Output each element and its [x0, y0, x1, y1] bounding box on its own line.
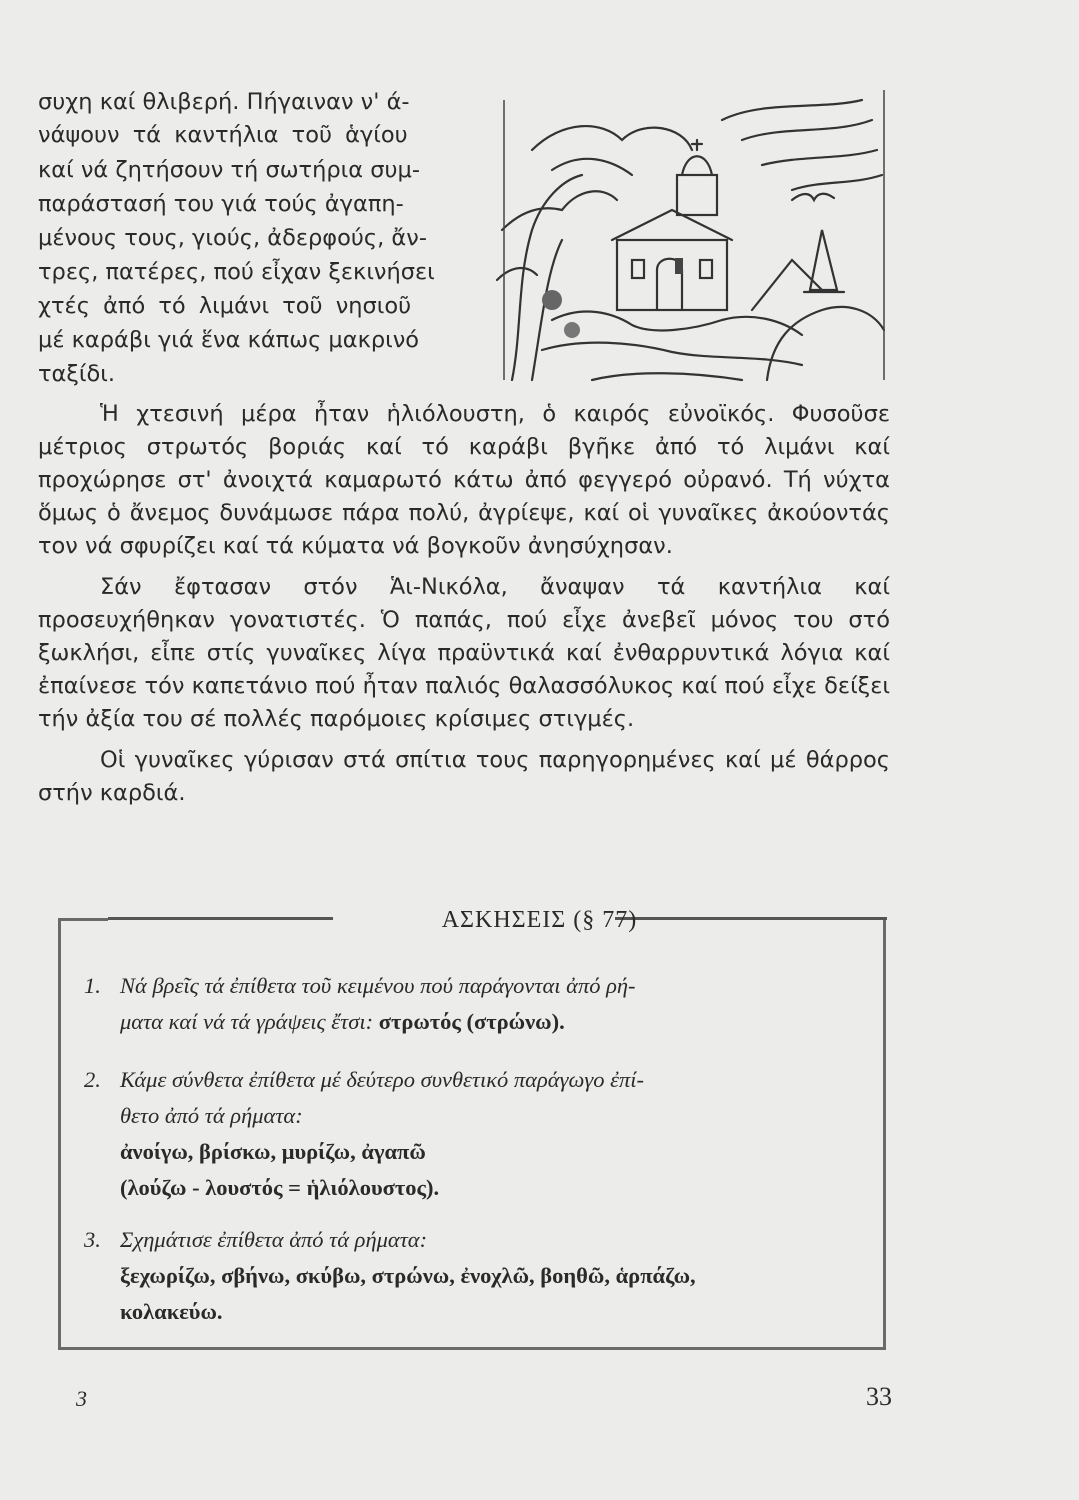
lead-line: καί νά ζητήσουν τή σωτήρια συμ-	[38, 157, 420, 183]
paragraph: Οἱ γυναῖκες γύρισαν στά σπίτια τους παρηγορημένες καί μέ θάρρος στήν καρδιά.	[38, 747, 890, 806]
exercise-text: Κάμε σύνθετα ἐπίθετα μέ δεύτερο συνθετικό παράγωγο ἐπί-	[120, 1067, 644, 1092]
exercise-verbs: ἀνοίγω, βρίσκω, μυρίζω, ἀγαπῶ	[120, 1139, 426, 1164]
exercise-item-3	[84, 1222, 874, 1330]
lead-line: ταξίδι.	[38, 361, 116, 387]
page-number: 33	[866, 1382, 892, 1411]
exercise-text: Σχημάτισε ἐπίθετα ἀπό τά ρήματα:	[120, 1227, 428, 1252]
exercises-title	[0, 900, 1079, 940]
lead-line: συχη καί θλιβερή. Πήγαιναν ν' ά-	[38, 89, 410, 115]
exercise-verbs: ξεχωρίζω, σβήνω, σκύβω, στρώνω, ἐνοχλῶ, βοηθῶ, ἁρπάζω,	[120, 1263, 696, 1288]
exercise-verbs: κολακεύω.	[120, 1299, 223, 1324]
exercise-number: 2.	[84, 1067, 101, 1092]
lead-line: παράστασή του γιά τούς ἀγαπη-	[38, 191, 404, 217]
exercise-text: ματα καί νά τά γράψεις ἔτσι:	[120, 1009, 374, 1034]
exercise-item-2	[84, 1062, 874, 1206]
exercise-number: 1.	[84, 973, 101, 998]
exercise-text: Νά βρεῖς τά ἐπίθετα τοῦ κειμένου πού παράγονται ἀπό ρή-	[120, 973, 636, 998]
lead-line: νάψουν τά καντήλια τοῦ ἁγίου	[38, 122, 408, 148]
paragraph: Ἡ χτεσινή μέρα ἦταν ἡλιόλουστη, ὁ καιρός εὐνοϊκός. Φυσοῦσε μέτριος στρωτός βοριάς καί τό καράβι βγῆκε ἀπό τό λιμάνι καί προχώρησε στ' ἀνοιχτά καμαρωτό κάτω ἀπό φεγγερό οὐρανό. Τή νύχτα ὅμως ὁ ἄνεμος δυνάμωσε πάρα πολύ, ἀγρίεψε, καί οἱ γυναῖκες ἀκούοντάς τον νά σφυρίζει καί τά κύματα νά βογκοῦν ἀνησύχησαν.	[38, 401, 890, 559]
exercise-example: (λούζω - λουστός = ἡλιόλουστος).	[120, 1175, 440, 1200]
exercises-title-text: ΑΣΚΗΣΕΙΣ (§ 77)	[441, 907, 638, 933]
lead-line: χτές ἀπό τό λιμάνι τοῦ νησιοῦ	[38, 293, 412, 319]
chapel-illustration	[492, 80, 888, 390]
exercise-item-1	[84, 968, 874, 1040]
lead-line: μέ καράβι γιά ἕνα κάπως μακρινό	[38, 327, 420, 353]
exercise-number: 3.	[84, 1227, 101, 1252]
exercise-example: στρωτός (στρώνω).	[378, 1009, 565, 1034]
lead-line: τρες, πατέρες, πού εἶχαν ξεκινήσει	[38, 259, 435, 285]
lead-line: μένους τους, γιούς, ἀδερφούς, ἄν-	[38, 225, 427, 251]
exercise-text: θετο ἀπό τά ρήματα:	[120, 1103, 303, 1128]
signature-mark: 3	[76, 1386, 87, 1411]
paragraph: Σάν ἔφτασαν στόν Ἁι-Νικόλα, ἄναψαν τά καντήλια καί προσευχήθηκαν γονατιστές. Ὁ παπάς, πού εἶχε ἀνεβεῖ μόνος του στό ξωκλήσι, εἶπε στίς γυναῖκες λίγα πραϋντικά καί ἐνθαρρυντικά λόγια καί ἐπαίνεσε τόν καπετάνιο πού ἦταν παλιός θαλασσόλυκος καί πού εἶχε δείξει τήν ἀξία του σέ πολλές παρόμοιες κρίσιμες στιγμές.	[38, 574, 890, 732]
body-text	[38, 398, 890, 810]
